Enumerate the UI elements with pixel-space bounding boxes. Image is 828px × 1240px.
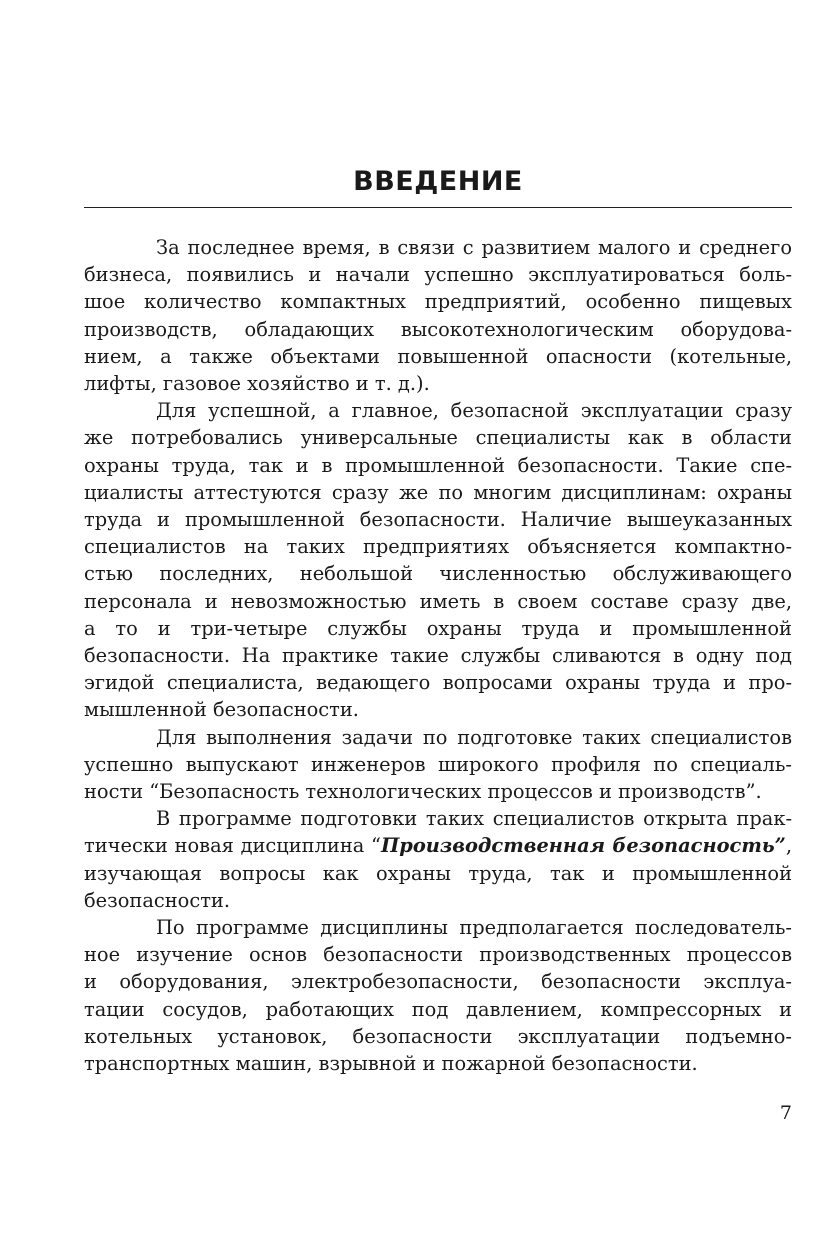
page-number: 7	[779, 1102, 792, 1124]
text-line: котельных установок, безопасности эксплуатации подъемно-	[84, 1024, 792, 1048]
text-line: безопасности.	[84, 888, 231, 912]
text-line: персонала и невозможностью иметь в своем составе сразу две,	[84, 589, 792, 613]
text-line: нием, а также объектами повышенной опасности (котельные,	[84, 344, 792, 368]
text-line: же потребовались универсальные специалисты как в области	[84, 426, 792, 450]
text-line: Для успешной, а главное, безопасной эксплуатации сразу	[156, 399, 792, 423]
text-line: ности “Безопасность технологических процессов и производств”.	[84, 780, 762, 804]
text-line: стью последних, небольшой численностью обслуживающего	[84, 562, 792, 586]
text-line: В программе подготовки таких специалистов открыта прак-	[156, 807, 792, 831]
body-text	[84, 234, 792, 1077]
text-line: изучающая вопросы как охраны труда, так и промышленной	[84, 861, 792, 885]
text-segment: тически новая дисциплина “	[84, 834, 381, 858]
paragraph-4	[84, 805, 792, 914]
text-line: а то и три-четыре службы охраны труда и промышленной	[84, 616, 792, 640]
text-line: лифты, газовое хозяйство и т. д.).	[84, 372, 430, 396]
text-line: тации сосудов, работающих под давлением, компрессорных и	[84, 997, 792, 1021]
paragraph-3	[84, 724, 792, 806]
text-line: производств, обладающих высокотехнологическим оборудова-	[84, 317, 792, 341]
text-line: безопасности. На практике такие службы сливаются в одну под	[84, 644, 792, 668]
text-line: шое количество компактных предприятий, особенно пищевых	[84, 290, 792, 314]
text-line: труда и промышленной безопасности. Наличие вышеуказанных	[84, 508, 792, 532]
text-line: ное изучение основ безопасности производственных процессов	[84, 943, 792, 967]
text-line: транспортных машин, взрывной и пожарной безопасности.	[84, 1052, 698, 1076]
text-line: и оборудования, электробезопасности, безопасности эксплуа-	[84, 970, 792, 994]
paragraph-2	[84, 397, 792, 723]
text-line: циалисты аттестуются сразу же по многим дисциплинам: охраны	[84, 480, 792, 504]
text-line: мышленной безопасности.	[84, 698, 359, 722]
book-page	[84, 0, 792, 1240]
text-line: специалистов на таких предприятиях объясняется компактно-	[84, 535, 792, 559]
text-line: эгидой специалиста, ведающего вопросами охраны труда и про-	[84, 671, 792, 695]
text-segment: ,	[785, 834, 792, 858]
paragraph-5	[84, 914, 792, 1077]
paragraph-1	[84, 234, 792, 397]
text-line: охраны труда, так и в промышленной безопасности. Такие спе-	[84, 453, 792, 477]
heading-divider	[84, 207, 792, 208]
text-line: По программе дисциплины предполагается последователь-	[156, 916, 792, 940]
text-line: Для выполнения задачи по подготовке таких специалистов	[156, 725, 792, 749]
text-line: За последнее время, в связи с развитием малого и среднего	[156, 236, 792, 259]
text-line: успешно выпускают инженеров широкого профиля по специаль-	[84, 752, 792, 776]
chapter-heading: ВВЕДЕНИЕ	[353, 166, 523, 197]
discipline-name-emphasis: Производственная безопасность”	[380, 834, 786, 858]
text-line: бизнеса, появились и начали успешно эксплуатироваться боль-	[84, 263, 792, 287]
text-line	[84, 832, 792, 859]
